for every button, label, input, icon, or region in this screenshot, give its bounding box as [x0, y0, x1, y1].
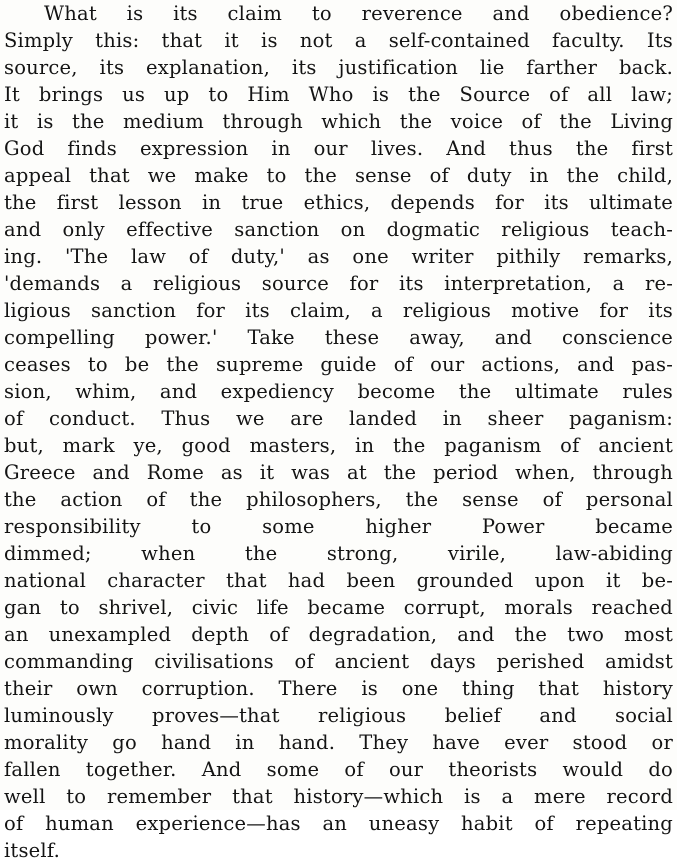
text-line: luminously proves—that religious belief and social	[4, 704, 673, 727]
text-line: compelling power.' Take these away, and conscience	[4, 326, 673, 349]
text-line: national character that had been grounded upon it be-	[4, 569, 673, 592]
text-line: well to remember that history—which is a mere record	[4, 785, 673, 808]
text-line: it is the medium through which the voice of the Living	[4, 110, 673, 133]
text-line: source, its explanation, its justification lie farther back.	[4, 56, 673, 79]
text-line: the first lesson in true ethics, depends for its ultimate	[4, 191, 673, 214]
text-line: morality go hand in hand. They have ever stood or	[4, 731, 673, 754]
text-line: ligious sanction for its claim, a religious motive for its	[4, 299, 673, 322]
text-line: gan to shrivel, civic life became corrupt, morals reached	[4, 596, 673, 619]
text-line: What is its claim to reverence and obedience?	[44, 2, 673, 25]
text-line: sion, whim, and expediency become the ultimate rules	[4, 380, 673, 403]
text-line: responsibility to some higher Power became	[4, 515, 673, 538]
text-line: Greece and Rome as it was at the period when, through	[4, 461, 673, 484]
text-line: fallen together. And some of our theorists would do	[4, 758, 673, 781]
text-line: their own corruption. There is one thing that history	[4, 677, 673, 700]
article-text-column	[4, 0, 673, 864]
text-line: appeal that we make to the sense of duty in the child,	[4, 164, 673, 187]
text-line: an unexampled depth of degradation, and the two most	[4, 623, 673, 646]
text-line: but, mark ye, good masters, in the paganism of ancient	[4, 434, 673, 457]
text-line: ing. 'The law of duty,' as one writer pithily remarks,	[4, 245, 673, 268]
text-line: 'demands a religious source for its interpretation, a re-	[4, 272, 673, 295]
text-line: ceases to be the supreme guide of our actions, and pas-	[4, 353, 673, 376]
text-line: and only effective sanction on dogmatic religious teach-	[4, 218, 673, 241]
text-line: itself.	[4, 839, 60, 862]
text-line: commanding civilisations of ancient days perished amidst	[4, 650, 673, 673]
text-line: It brings us up to Him Who is the Source of all law;	[4, 83, 673, 106]
text-line: of human experience—has an uneasy habit of repeating	[4, 812, 673, 835]
text-line: Simply this: that it is not a self-contained faculty. Its	[4, 29, 673, 52]
text-line: God finds expression in our lives. And thus the first	[4, 137, 673, 160]
text-line: the action of the philosophers, the sense of personal	[4, 488, 673, 511]
text-line: of conduct. Thus we are landed in sheer paganism:	[4, 407, 673, 430]
text-line: dimmed; when the strong, virile, law-abiding	[4, 542, 673, 565]
